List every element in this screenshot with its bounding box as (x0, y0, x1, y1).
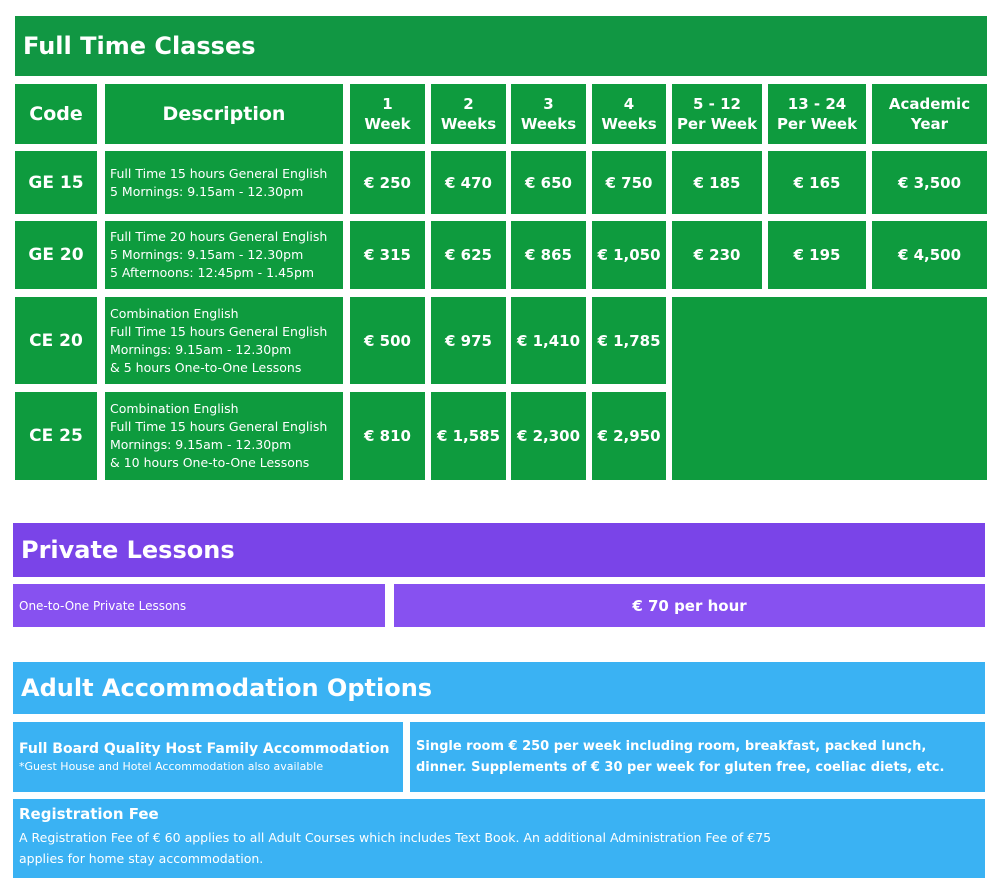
price-label: € 230 (693, 246, 741, 264)
price-label: € 500 (364, 331, 411, 350)
price-ge20-2-weeks (431, 221, 506, 289)
price-ce25-3-weeks (511, 392, 586, 480)
desc-line: Full Time 15 hours General English (110, 165, 328, 181)
price-label: € 1,050 (597, 246, 661, 264)
private-lessons-label: One-to-One Private Lessons (19, 598, 187, 613)
desc-line: Mornings: 9.15am - 12.30pm (110, 341, 292, 357)
price-label: € 975 (445, 331, 492, 350)
row-code-label: GE 15 (28, 172, 84, 193)
desc-line: 5 Afternoons: 12:45pm - 1.45pm (110, 265, 315, 280)
row-code-label: CE 25 (29, 426, 83, 446)
accommodation-details-cell (410, 722, 985, 792)
header-4-weeks (592, 84, 666, 144)
row-description-ce20 (105, 297, 343, 384)
price-label: € 315 (364, 246, 411, 264)
private-lessons-title-bar (13, 523, 985, 577)
row-description-ge20 (105, 221, 343, 289)
header-5-12-weeks (672, 84, 762, 144)
price-label: € 185 (693, 173, 741, 192)
price-ge15-1-week (350, 151, 425, 214)
row-code-label: GE 20 (28, 245, 84, 265)
price-label: € 4,500 (897, 246, 962, 264)
header-academic-year (872, 84, 987, 144)
private-lessons-price: € 70 per hour (632, 596, 747, 615)
accommodation-option-title: Full Board Quality Host Family Accommodation (19, 741, 390, 757)
price-ce25-1-week (350, 392, 425, 480)
row-code-label: CE 20 (29, 330, 83, 351)
header-13-24-weeks (768, 84, 866, 144)
header-code-label: Code (29, 103, 83, 125)
price-label: € 810 (364, 427, 411, 445)
desc-line: & 10 hours One-to-One Lessons (110, 455, 310, 470)
desc-line: Combination English (110, 401, 239, 416)
price-ge15-2-weeks (431, 151, 506, 214)
price-label: € 1,410 (516, 331, 581, 350)
price-ge15-4-weeks (592, 151, 666, 214)
private-lessons-price-cell (394, 584, 985, 627)
price-ce25-4-weeks (592, 392, 666, 480)
header-1-week-label: 1 Week (364, 95, 411, 133)
row-description-ce25 (105, 392, 343, 480)
header-academic-year-label: Academic Year (888, 95, 971, 133)
price-label: € 750 (605, 173, 653, 192)
accommodation-details-line: dinner. Supplements of € 30 per week for gluten free, coeliac diets, etc. (416, 760, 945, 775)
desc-line: & 5 hours One-to-One Lessons (110, 359, 302, 375)
accommodation-title-bar (13, 662, 985, 714)
price-ge15-5-12-weeks (672, 151, 762, 214)
price-label: € 865 (525, 246, 572, 264)
header-2-weeks (431, 84, 506, 144)
price-label: € 250 (364, 173, 411, 192)
price-ce20-4-weeks (592, 297, 666, 384)
header-description-label: Description (162, 103, 286, 125)
price-ge20-1-week (350, 221, 425, 289)
private-lessons-label-cell (13, 584, 385, 627)
desc-line: Full Time 20 hours General English (110, 229, 328, 244)
price-ge20-3-weeks (511, 221, 586, 289)
header-4-weeks-label: 4 Weeks (601, 95, 657, 133)
registration-fee-cell (13, 799, 985, 878)
price-ce20-2-weeks (431, 297, 506, 384)
row-code-ce25 (15, 392, 97, 480)
header-5-12-weeks-label: 5 - 12 Per Week (676, 95, 758, 133)
header-2-weeks-label: 2 Weeks (440, 95, 497, 133)
header-3-weeks-label: 3 Weeks (520, 95, 577, 133)
header-code (15, 84, 97, 144)
price-ge15-academic-year (872, 151, 987, 214)
price-label: € 650 (525, 173, 572, 192)
row-description-ge15 (105, 151, 343, 214)
price-ge15-3-weeks (511, 151, 586, 214)
price-label: € 1,785 (597, 331, 661, 350)
price-label: € 470 (445, 173, 492, 192)
price-ge20-4-weeks (592, 221, 666, 289)
price-ge20-academic-year (872, 221, 987, 289)
desc-line: Combination English (110, 305, 239, 321)
price-ge15-13-24-weeks (768, 151, 866, 214)
registration-fee-title: Registration Fee (19, 805, 159, 823)
price-label: € 195 (793, 246, 841, 264)
price-ge20-13-24-weeks (768, 221, 866, 289)
price-ce20-3-weeks (511, 297, 586, 384)
desc-line: Full Time 15 hours General English (110, 419, 328, 434)
accommodation-option-note: *Guest House and Hotel Accommodation also available (19, 760, 324, 773)
desc-line: Full Time 15 hours General English (110, 323, 328, 339)
accommodation-title: Adult Accommodation Options (21, 674, 433, 702)
price-label: € 2,300 (516, 427, 581, 445)
private-lessons-title: Private Lessons (21, 536, 235, 564)
price-ce20-1-week (350, 297, 425, 384)
desc-line: 5 Mornings: 9.15am - 12.30pm (110, 183, 304, 199)
price-label: € 2,950 (597, 427, 661, 445)
registration-fee-text-line: applies for home stay accommodation. (19, 851, 264, 866)
full-time-title-bar (15, 16, 987, 76)
header-1-week (350, 84, 425, 144)
price-label: € 1,585 (436, 427, 501, 445)
full-time-title: Full Time Classes (23, 32, 256, 60)
row-code-ge20 (15, 221, 97, 289)
empty-merged-cell (672, 297, 987, 480)
row-code-ce20 (15, 297, 97, 384)
header-description (105, 84, 343, 144)
accommodation-option-cell (13, 722, 403, 792)
row-code-ge15 (15, 151, 97, 214)
desc-line: Mornings: 9.15am - 12.30pm (110, 437, 292, 452)
price-label: € 625 (445, 246, 492, 264)
price-label: € 165 (793, 173, 841, 192)
price-label: € 3,500 (897, 173, 962, 192)
accommodation-details-line: Single room € 250 per week including room, breakfast, packed lunch, (416, 739, 927, 754)
header-3-weeks (511, 84, 586, 144)
header-13-24-weeks-label: 13 - 24 Per Week (776, 95, 858, 133)
desc-line: 5 Mornings: 9.15am - 12.30pm (110, 247, 304, 262)
price-ge20-5-12-weeks (672, 221, 762, 289)
registration-fee-text-line: A Registration Fee of € 60 applies to all Adult Courses which includes Text Book. An additional Administration Fee of €75 (19, 830, 772, 845)
price-ce25-2-weeks (431, 392, 506, 480)
